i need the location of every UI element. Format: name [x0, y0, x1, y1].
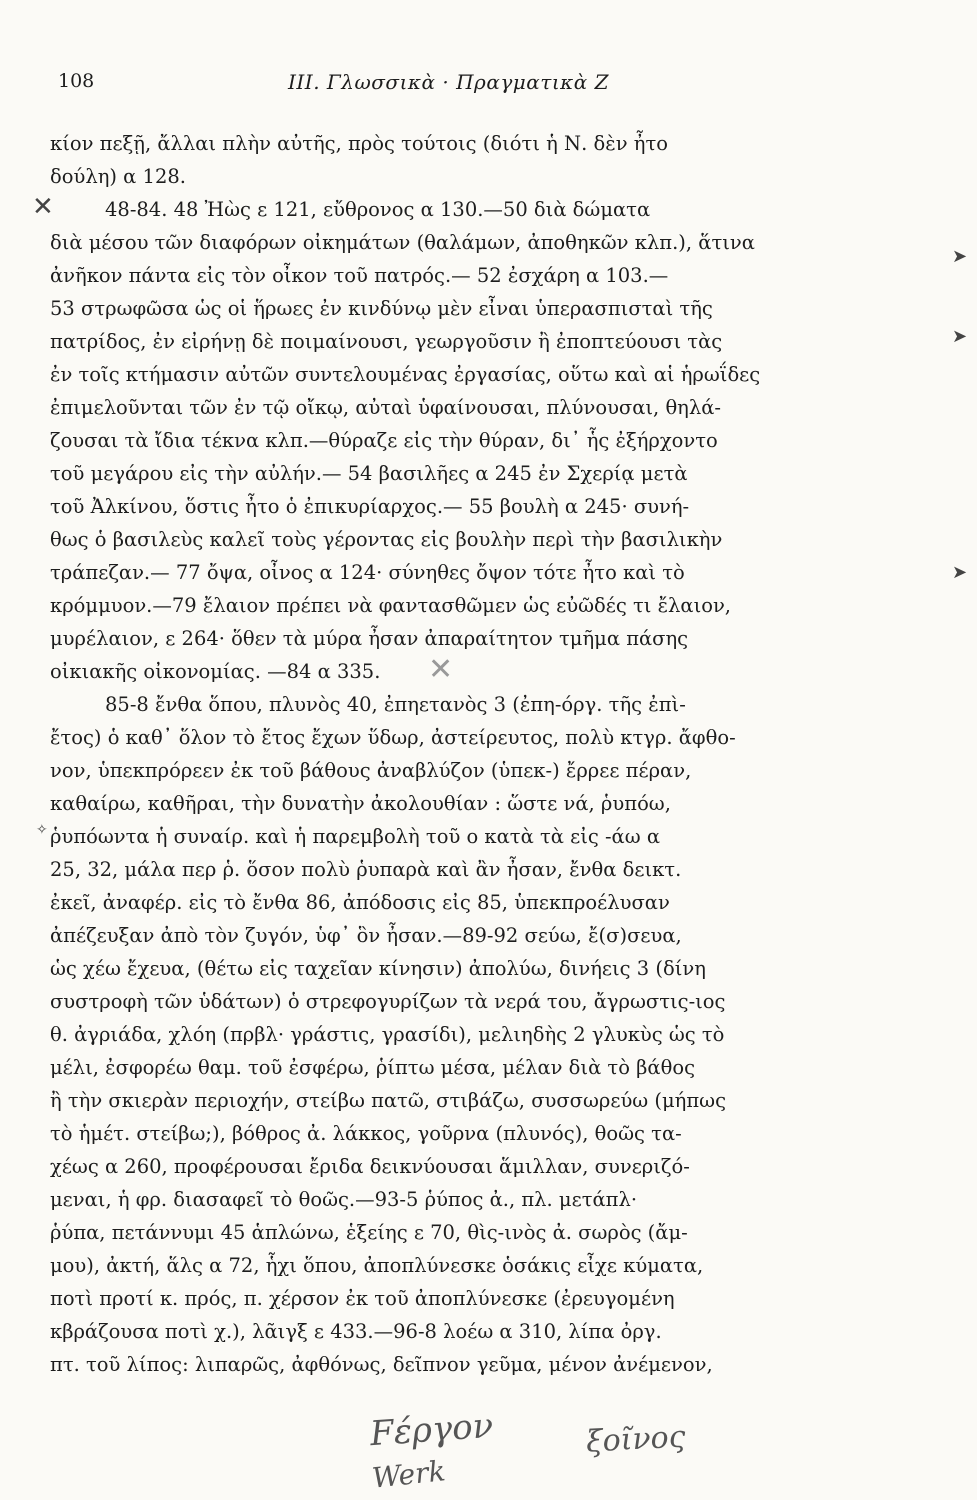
- commentary-text: [50, 127, 840, 1381]
- text-line: δούλη) α 128.: [50, 165, 186, 188]
- text-line: κβράζουσα ποτὶ χ.), λᾶιγξ ε 433.—96-8 λοέω α 310, λίπα ὀργ.: [50, 1320, 662, 1343]
- running-head: III. Γλωσσικὰ · Πραγματικὰ Ζ: [288, 70, 610, 94]
- text-line: πατρίδος, ἐν εἰρήνῃ δὲ ποιμαίνουσι, γεωργοῦσιν ἢ ἐποπτεύουσι τὰς: [50, 330, 723, 353]
- text-line: καθαίρω, καθῆραι, τὴν δυνατὴν ἀκολουθίαν : ὥστε νά, ῥυπόω,: [50, 792, 671, 815]
- text-line: θως ὁ βασιλεὺς καλεῖ τοὺς γέροντας εἰς βουλὴν περὶ τὴν βασιλικὴν: [50, 528, 723, 551]
- text-line: οἰκιακῆς οἰκονομίας. —84 α 335.: [50, 660, 381, 683]
- margin-cross-mark: ✕: [32, 192, 54, 222]
- text-line: μυρέλαιον, ε 264· ὅθεν τὰ μύρα ἦσαν ἀπαραίτητον τμῆμα πάσης: [50, 627, 689, 650]
- handwritten-note: ξοῖνος: [585, 1419, 687, 1460]
- handwritten-note: Fέργον: [368, 1405, 495, 1455]
- margin-arrow-mark: ➤: [952, 246, 968, 267]
- text-line: μου), ἀκτή, ἅλς α 72, ἧχι ὅπου, ἀποπλύνεσκε ὁσάκις εἶχε κύματα,: [50, 1254, 704, 1277]
- text-line: τοῦ μεγάρου εἰς τὴν αὐλήν.— 54 βασιλῆες α 245 ἐν Σχερίᾳ μετὰ: [50, 462, 688, 485]
- text-line: ἐπιμελοῦνται τῶν ἐν τῷ οἴκῳ, αὐταὶ ὑφαίνουσαι, πλύνουσαι, θηλά-: [50, 396, 721, 419]
- text-line: 53 στρωφῶσα ὡς οἱ ἥρωες ἐν κινδύνῳ μὲν εἶναι ὑπερασπισταὶ τῆς: [50, 297, 713, 320]
- text-line: ῥύπα, πετάννυμι 45 ἁπλώνω, ἑξείης ε 70, θὶς-ινὸς ἀ. σωρὸς (ἄμ-: [50, 1221, 688, 1244]
- text-line: τοῦ Ἀλκίνου, ὅστις ἦτο ὁ ἐπικυρίαρχος.— 55 βουλὴ α 245· συνή-: [50, 495, 690, 518]
- text-line: χέως α 260, προφέρουσαι ἔριδα δεικνύουσαι ἅμιλλαν, συνεριζό-: [50, 1155, 690, 1178]
- text-line: ἀνῆκον πάντα εἰς τὸν οἶκον τοῦ πατρός.— 52 ἐσχάρη α 103.—: [50, 264, 669, 287]
- margin-arrow-mark: ➤: [952, 326, 968, 347]
- text-line: 85-8 ἔνθα ὅπου, πλυνὸς 40, ἐπηετανὸς 3 (ἐπη-όργ. τῆς ἐπὶ-: [105, 693, 686, 716]
- text-line: ἀπέζευξαν ἀπὸ τὸν ζυγόν, ὑφ᾿ ὃν ἦσαν.—89-92 σεύω, ἔ(σ)σευα,: [50, 924, 682, 947]
- margin-arrow-mark: ➤: [952, 562, 968, 583]
- handwritten-note: Werk: [370, 1454, 447, 1495]
- text-line: ποτὶ προτί κ. πρός, π. χέρσον ἐκ τοῦ ἀποπλύνεσκε (ἐρευγομένη: [50, 1287, 675, 1310]
- text-line: 25, 32, μάλα περ ῥ. ὅσον πολὺ ῥυπαρὰ καὶ ἂν ἦσαν, ἔνθα δεικτ.: [50, 858, 682, 881]
- text-line: ζουσαι τὰ ἴδια τέκνα κλπ.—θύραζε εἰς τὴν θύραν, δι᾿ ἧς ἐξήρχοντο: [50, 429, 718, 452]
- text-line: κίον πεξῇ, ἄλλαι πλὴν αὐτῆς, πρὸς τούτοις (διότι ἡ Ν. δὲν ἦτο: [50, 132, 668, 155]
- page-number: 108: [58, 70, 95, 92]
- text-line: ἐν τοῖς κτήμασιν αὐτῶν συντελουμένας ἐργασίας, οὕτω καὶ αἱ ἡρωΐδες: [50, 363, 761, 386]
- text-line: πτ. τοῦ λίπος: λιπαρῶς, ἀφθόνως, δεῖπνον γεῦμα, μένον ἀνέμενον,: [50, 1353, 713, 1376]
- text-line: μεναι, ἡ φρ. διασαφεῖ τὸ θοῶς.—93-5 ῥύπος ἀ., πλ. μετάπλ·: [50, 1188, 638, 1211]
- text-line: 48-84. 48 Ἠὼς ε 121, εὔθρονος α 130.—50 διὰ δώματα: [105, 198, 651, 221]
- text-line: μέλι, ἐσφορέω θαμ. τοῦ ἐσφέρω, ῥίπτω μέσα, μέλαν διὰ τὸ βάθος: [50, 1056, 696, 1079]
- text-line: ἔτος) ὁ καθ᾿ ὅλον τὸ ἔτος ἔχων ὕδωρ, ἀστείρευτος, πολὺ κτγρ. ἄφθο-: [50, 726, 736, 749]
- text-line: διὰ μέσου τῶν διαφόρων οἰκημάτων (θαλάμων, ἀποθηκῶν κλπ.), ἅτινα: [50, 231, 755, 254]
- text-line: τὸ ἡμέτ. στείβω;), βόθρος ἀ. λάκκος, γοῦρνα (πλυνός), θοῶς τα-: [50, 1122, 682, 1145]
- text-line: συστροφὴ τῶν ὑδάτων) ὁ στρεφογυρίζων τὰ νερά του, ἄγρωστις-ιος: [50, 990, 726, 1013]
- text-line: κρόμμυον.—79 ἔλαιον πρέπει νὰ φαντασθῶμεν ὡς εὐῶδές τι ἔλαιον,: [50, 594, 732, 617]
- text-line: ἢ τὴν σκιερὰν περιοχήν, στείβω πατῶ, στιβάζω, συσσωρεύω (μήπως: [50, 1089, 727, 1112]
- page-header: [58, 70, 938, 104]
- text-line: θ. ἀγριάδα, χλόη (πρβλ· γράστις, γρασίδι), μελιηδὴς 2 γλυκὺς ὡς τὸ: [50, 1023, 725, 1046]
- text-line: νον, ὑπεκπρόρεεν ἐκ τοῦ βάθους ἀναβλύζον (ὑπεκ-) ἔρρεε πέραν,: [50, 759, 692, 782]
- text-line: ἐκεῖ, ἀναφέρ. εἰς τὸ ἔνθα 86, ἀπόδοσις εἰς 85, ὑπεκπροέλυσαν: [50, 891, 670, 914]
- text-line: τράπεζαν.— 77 ὄψα, οἶνος α 124· σύνηθες ὄψον τότε ἦτο καὶ τὸ: [50, 561, 685, 584]
- margin-cross-mark: ✕: [428, 652, 454, 687]
- text-line: ὡς χέω ἔχευα, (θέτω εἰς ταχεῖαν κίνησιν) ἀπολύω, δινήεις 3 (δίνη: [50, 957, 706, 980]
- margin-arrow-mark: ✧: [36, 822, 48, 838]
- text-line: ῥυπόωντα ἡ συναίρ. καὶ ἡ παρεμβολὴ τοῦ ο κατὰ τὰ εἰς -άω α: [50, 825, 660, 848]
